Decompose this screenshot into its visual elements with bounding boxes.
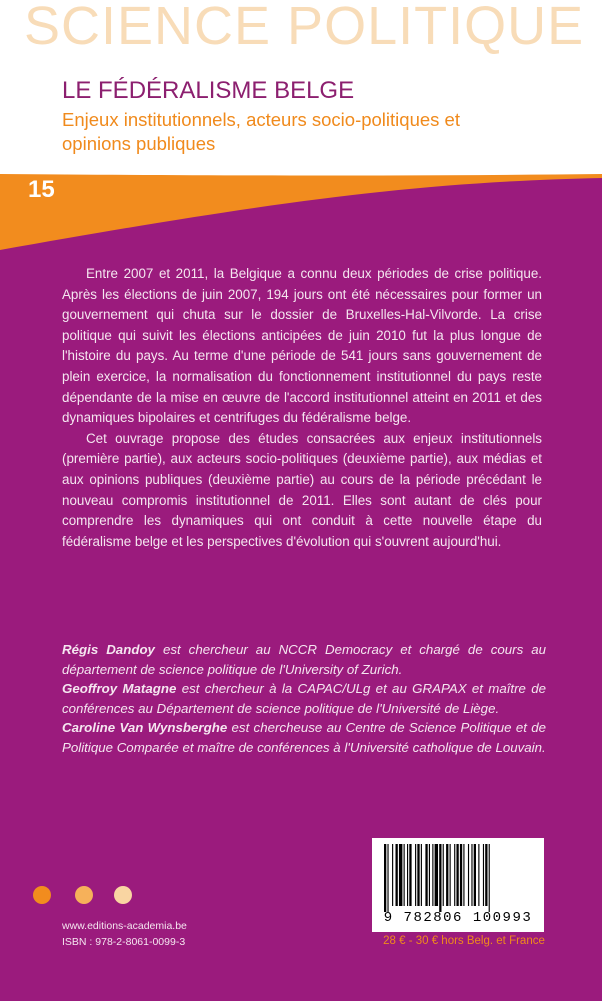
author-bio-3 (62, 718, 546, 757)
book-subtitle: Enjeux institutionnels, acteurs socio-politiques et opinions publiques (62, 109, 460, 154)
isbn-text: ISBN : 978-2-8061-0099-3 (62, 936, 186, 948)
author-description: est chercheuse au Centre de Science Politique et de Politique Comparée et maître de conférences à l'Université catholique de Louvain. (62, 720, 546, 755)
author-name: Geoffroy Matagne (62, 681, 177, 696)
barcode-bars-icon (384, 844, 532, 912)
author-name: Caroline Van Wynsberghe (62, 720, 228, 735)
author-description: est chercheur au NCCR Democracy et chargé de cours au département de science politique de l'University of Zurich. (62, 642, 546, 677)
book-title: LE FÉDÉRALISME BELGE (62, 77, 355, 104)
barcode (372, 838, 544, 932)
decorative-dot-icon (33, 886, 51, 904)
summary-paragraph-1: Entre 2007 et 2011, la Belgique a connu deux périodes de crise politique. Après les élections de juin 2007, 194 jours ont été nécessaires pour former un gouvernement qui chuta sur le dossier de Bruxelles-Hal-Vilvorde. La crise politique qui suivit les élections anticipées de juin 2010 fut la plus longue de l'histoire du pays. Au terme d'une période de 541 jours sans gouvernement de plein exercice, la normalisation du fonctionnement institutionnel du pays reste dépendante de la mise en œuvre de l'accord institutionnel atteint en 2011 et des dynamiques bipolaires et centrifuges du fédéralisme belge. (62, 266, 542, 426)
author-bios (62, 640, 546, 757)
author-bio-1 (62, 640, 546, 679)
header-band (0, 0, 602, 176)
summary-paragraph-2: Cet ouvrage propose des études consacrées aux enjeux institutionnels (première partie), aux acteurs socio-politiques (deuxième partie), aux médias et aux opinions publiques (deuxième partie) au cours de la période précédant le nouveau compromis institutionnel de 2011. Elles sont autant de clés pour comprendre les dynamiques qui ont conduit à cette nouvelle étape du fédéralisme belge et les perspectives d'évolution qui s'ouvrent aujourd'hui. (62, 430, 542, 549)
volume-number: 15 (28, 176, 55, 203)
decorative-dot-icon (114, 886, 132, 904)
author-description: est chercheur à la CAPAC/ULg et au GRAPAX et maître de conférences au Département de science politique de l'Université de Liège. (62, 681, 547, 716)
barcode-number: 9 782806 100993 (383, 910, 533, 926)
price-text: 28 € - 30 € hors Belg. et France (383, 935, 545, 947)
summary-text (62, 264, 542, 552)
author-name: Régis Dandoy (62, 642, 155, 657)
decorative-dot-icon (75, 886, 93, 904)
publisher-website: www.editions-academia.be (62, 920, 187, 932)
orange-wedge-shape (0, 170, 602, 250)
author-bio-2 (62, 679, 546, 718)
series-title: SCIENCE POLITIQUE (24, 0, 585, 56)
